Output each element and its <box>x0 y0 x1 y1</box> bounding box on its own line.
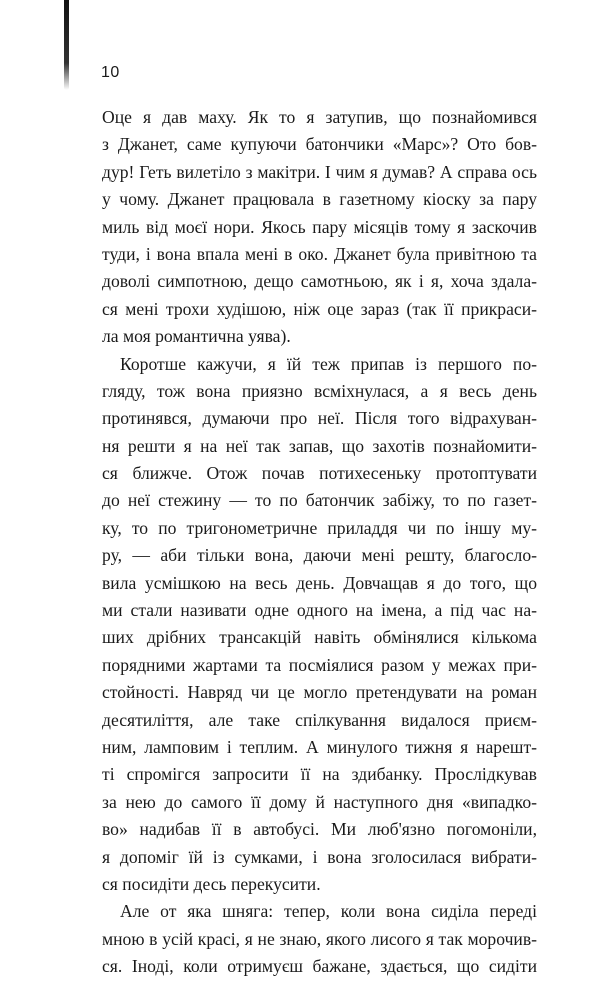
text-line: туди, і вона впала мені в око. Джанет була привітною та <box>102 243 537 264</box>
text-line: ших дрібних трансакцій навіть обмінялися кількома <box>102 627 537 648</box>
text-line: вила усмішкою на весь день. Довчащав я до того, що <box>102 572 537 593</box>
text-line: з Джанет, саме купуючи батончики «Марс»? Ото бов- <box>102 134 537 155</box>
text-line: Коротше кажучи, я їй теж припав із першого по- <box>120 353 537 374</box>
text-line: ся посидіти десь перекусити. <box>102 873 321 894</box>
text-line: у чому. Джанет працювала в газетному кіоску за пару <box>102 189 537 210</box>
text-line: я допоміг їй із сумками, і вона зголосилася вибрати- <box>102 846 537 867</box>
text-line: доволі симпотною, дещо самотньою, як і я, хоча здала- <box>102 271 537 292</box>
text-line: во» надибав її в автобусі. Ми люб'язно погомоніли, <box>102 819 537 840</box>
text-line: миль від моєї нори. Якось пару місяців тому я заскочив <box>102 216 537 237</box>
text-line: ся мені трохи худішою, ніж оце зараз (так її прикраси- <box>102 298 537 319</box>
text-line: ся. Іноді, коли отримуєш бажане, здається, що сидіти <box>102 956 537 977</box>
text-line: за нею до самого її дому й наступного дня «випадко- <box>102 791 537 812</box>
text-line: ку, то по тригонометричне приладдя чи по іншу му- <box>102 517 537 538</box>
page-edge-mark <box>64 0 69 90</box>
text-line: Але от яка шняга: тепер, коли вона сиділа переді <box>120 901 537 922</box>
text-line: ся ближче. Отож почав потихесеньку протоптувати <box>102 463 537 484</box>
text-line: десятиліття, але таке спілкування видалося приєм- <box>102 709 537 730</box>
paragraph-1 <box>102 104 537 351</box>
body-text <box>102 104 537 981</box>
text-line: Оце я дав маху. Як то я затупив, що познайомився <box>102 107 537 127</box>
text-line: до неї стежину — то по батончик забіжу, то по газет- <box>102 490 537 511</box>
page-number: 10 <box>101 64 120 81</box>
paragraph-3 <box>102 898 537 980</box>
paragraph-2 <box>102 351 537 899</box>
text-line: дур! Геть вилетіло з макітри. І чим я думав? А справа ось <box>102 161 537 182</box>
text-line: ла моя романтична уява). <box>102 326 291 347</box>
text-line: гляду, тож вона приязно всміхнулася, а я весь день <box>102 380 537 401</box>
text-line: ті спромігся запросити її на здибанку. Прослідкував <box>102 764 537 785</box>
text-line: ня решти я на неї так запав, що захотів познайомити- <box>102 435 537 456</box>
text-line: ним, ламповим і теплим. А минулого тижня я нарешт- <box>102 736 537 757</box>
text-line: ми стали називати одне одного на імена, а під час на- <box>102 600 537 621</box>
text-line: стойності. Навряд чи це могло претендувати на роман <box>102 682 537 703</box>
text-line: порядними жартами та посміялися разом у межах при- <box>102 654 537 675</box>
text-line: мною в усій красі, я не знаю, якого лисого я так морочив- <box>102 928 537 949</box>
text-line: протинявся, думаючи про неї. Після того відрахуван- <box>102 408 537 429</box>
text-line: ру, — аби тільки вона, даючи мені решту, благосло- <box>102 545 537 566</box>
